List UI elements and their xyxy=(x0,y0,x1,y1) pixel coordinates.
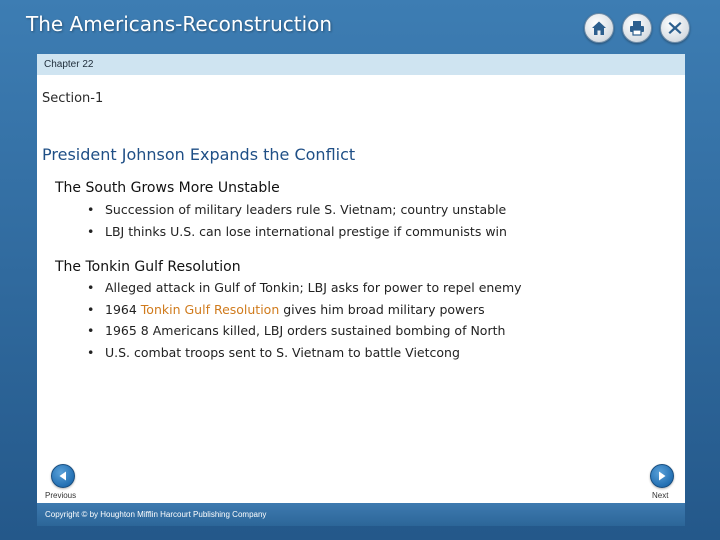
topic-heading: The Tonkin Gulf Resolution xyxy=(55,259,241,275)
bullet-list xyxy=(87,199,507,242)
bullet-icon: • xyxy=(87,280,95,295)
previous-label[interactable]: Previous xyxy=(45,491,77,500)
next-button[interactable] xyxy=(650,464,674,488)
close-button[interactable] xyxy=(660,13,690,43)
arrow-left-icon xyxy=(57,470,69,482)
bullet-icon: • xyxy=(87,223,95,239)
list-item xyxy=(87,221,507,243)
top-toolbar xyxy=(584,13,690,43)
app-title: The Americans-Reconstruction xyxy=(26,12,333,36)
previous-button[interactable] xyxy=(51,464,75,488)
key-term: Tonkin Gulf Resolution xyxy=(140,301,280,317)
chapter-label: Chapter 22 xyxy=(44,59,94,70)
list-item xyxy=(87,199,507,221)
print-icon xyxy=(628,19,646,37)
copyright-text: Copyright © by Houghton Mifflin Harcourt Publishing Company xyxy=(45,510,267,519)
bullet-icon: • xyxy=(87,301,95,317)
bullet-text: Alleged attack in Gulf of Tonkin; LBJ asks for power to repel enemy xyxy=(105,280,522,295)
print-button[interactable] xyxy=(622,13,652,43)
bullet-icon: • xyxy=(87,202,95,217)
list-item xyxy=(87,320,522,342)
home-button[interactable] xyxy=(584,13,614,43)
topic-heading: The South Grows More Unstable xyxy=(55,180,280,196)
footer-bar xyxy=(37,503,685,526)
bullet-text-pre: 1964 xyxy=(105,301,141,317)
list-item xyxy=(87,342,522,364)
section-label: Section-1 xyxy=(42,91,104,106)
slide-content xyxy=(37,54,685,503)
list-item xyxy=(87,299,522,321)
list-item xyxy=(87,277,522,299)
home-icon xyxy=(590,19,608,37)
bullet-icon: • xyxy=(87,345,95,361)
bullet-list xyxy=(87,277,522,364)
close-icon xyxy=(666,19,684,37)
bullet-text: LBJ thinks U.S. can lose international prestige if communists win xyxy=(105,223,507,239)
chapter-bar xyxy=(37,54,685,75)
next-label[interactable]: Next xyxy=(652,491,669,500)
arrow-right-icon xyxy=(656,470,668,482)
bullet-text: U.S. combat troops sent to S. Vietnam to battle Vietcong xyxy=(105,345,460,361)
slide-title: President Johnson Expands the Conflict xyxy=(42,145,356,164)
bullet-icon: • xyxy=(87,323,95,339)
bullet-text: 1965 8 Americans killed, LBJ orders sustained bombing of North xyxy=(105,323,506,339)
bullet-text: Succession of military leaders rule S. Vietnam; country unstable xyxy=(105,202,507,217)
bullet-text-post: gives him broad military powers xyxy=(279,301,485,317)
